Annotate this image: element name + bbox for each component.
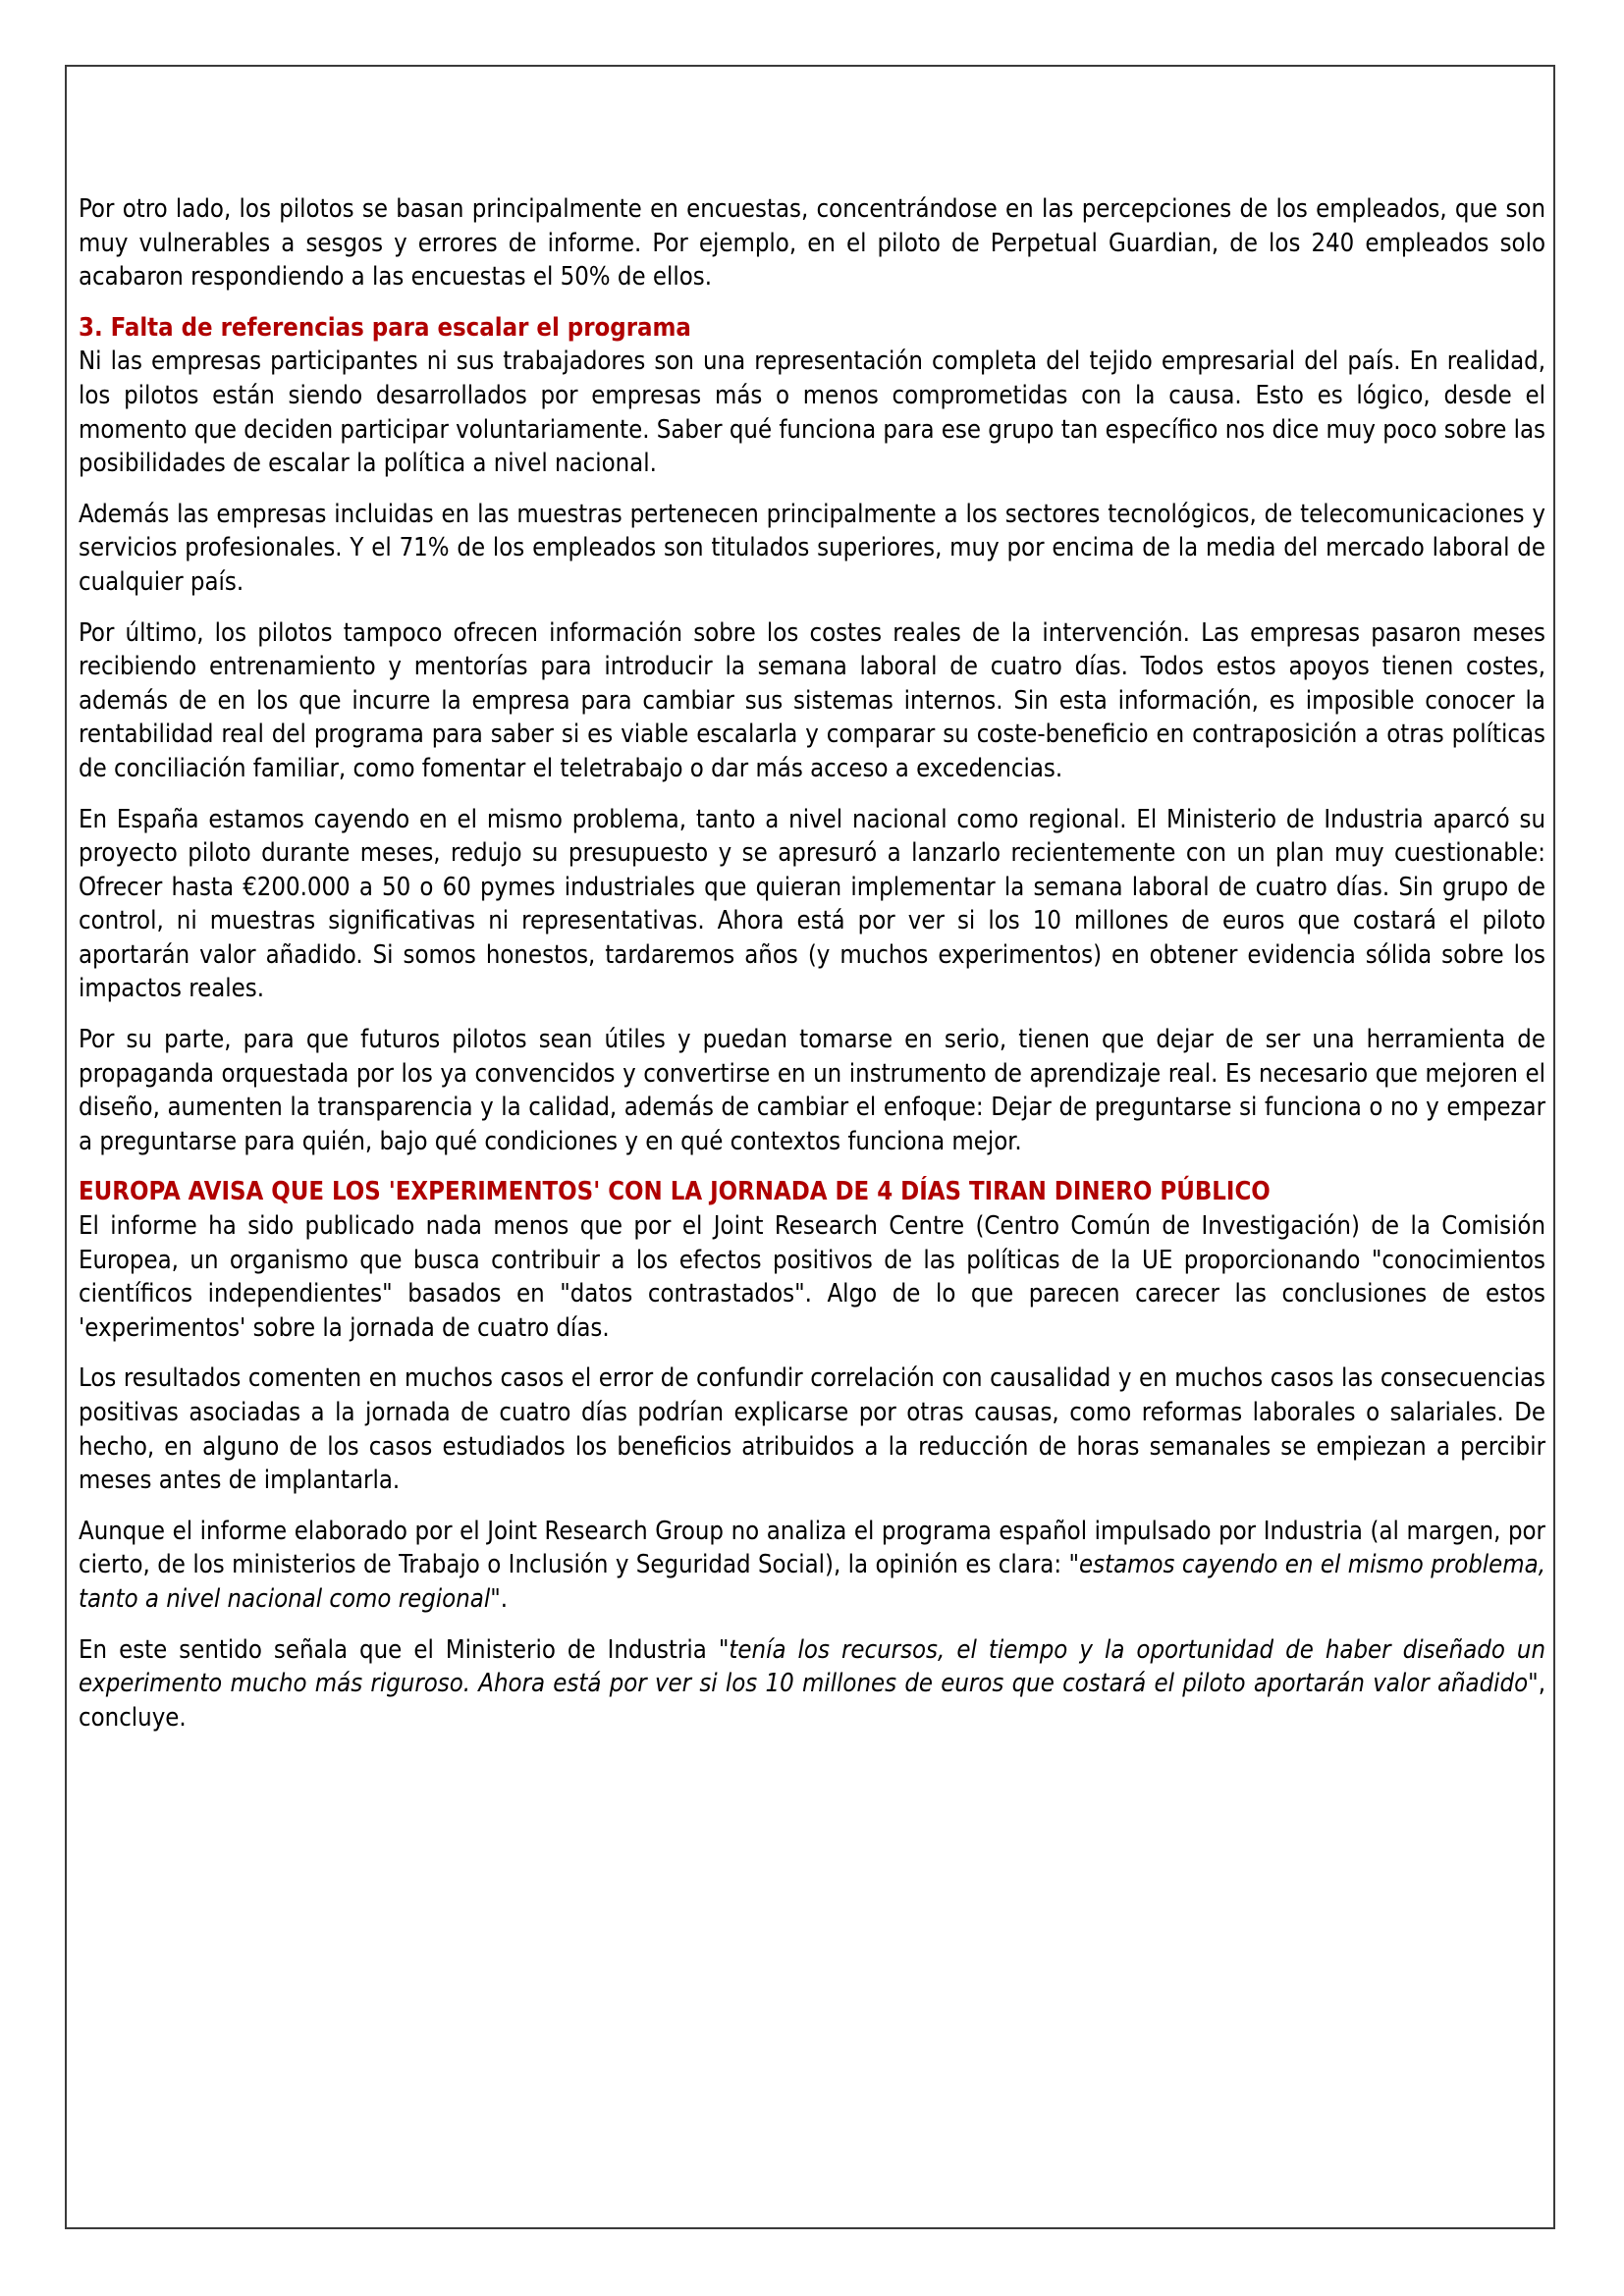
- section-heading: 3. Falta de referencias para escalar el programa: [79, 312, 691, 343]
- paragraph: Por último, los pilotos tampoco ofrecen información sobre los costes reales de la intervención. Las empresas pasaron meses recibiendo entrenamiento y mentorías para introducir la semana laboral de cuatro días. Todos estos apoyos tienen costes, además de en los que incurre la empresa para cambiar sus sistemas internos. Sin esta información, es imposible conocer la rentabilidad real del programa para saber si es viable escalarla y comparar su coste-beneficio en contraposición a otras políticas de conciliación familiar, como fomentar el teletrabajo o dar más acceso a excedencias.: [79, 617, 1545, 783]
- paragraph: El informe ha sido publicado nada menos que por el Joint Research Centre (Centro Común de Investigación) de la Comisión Europea, un organismo que busca contribuir a los efectos positivos de las políticas de la UE proporcionando "conocimientos científicos independientes" basados en "datos contrastados". Algo de lo que parecen carecer las conclusiones de estos 'experimentos' sobre la jornada de cuatro días.: [79, 1211, 1545, 1343]
- paragraph: En España estamos cayendo en el mismo problema, tanto a nivel nacional como regional. El Ministerio de Industria aparcó su proyecto piloto durante meses, redujo su presupuesto y se apresuró a lanzarlo recientemente con un plan muy cuestionable: Ofrecer hasta €200.000 a 50 o 60 pymes industriales que quieran implementar la semana laboral de cuatro días. Sin grupo de control, ni muestras significativas ni representativas. Ahora está por ver si los 10 millones de euros que costará el piloto aportarán valor añadido. Si somos honestos, tardaremos años (y muchos experimentos) en obtener evidencia sólida sobre los impactos reales.: [79, 804, 1545, 1004]
- paragraph-with-quote: [79, 1633, 1545, 1735]
- text: En este sentido señala que el Ministerio de Industria ": [79, 1634, 730, 1665]
- paragraph: Ni las empresas participantes ni sus trabajadores son una representación completa del tejido empresarial del país. En realidad, los pilotos están siendo desarrollados por empresas más o menos comprometidas con la causa. Esto es lógico, desde el momento que deciden participar voluntariamente. Saber qué funciona para ese grupo tan específico nos dice muy poco sobre las posibilidades de escalar la política a nivel nacional.: [79, 347, 1545, 479]
- paragraph-with-quote: [79, 1515, 1545, 1617]
- text: ".: [490, 1583, 509, 1614]
- paragraph: Los resultados comenten en muchos casos el error de confundir correlación con causalidad y en muchos casos las consecuencias positivas asociadas a la jornada de cuatro días podrían explicarse por otras causas, como reformas laborales o salariales. De hecho, en alguno de los casos estudiados los beneficios atribuidos a la reducción de horas semanales se empiezan a percibir meses antes de implantarla.: [79, 1363, 1545, 1496]
- text: ", concluye.: [79, 1669, 1545, 1733]
- text: Aunque el informe elaborado por el Joint Research Group no analiza el programa español impulsado por Industria (al margen, por cierto, de los ministerios de Trabajo o Inclusión y Seguridad Social), la opinión es clara: ": [79, 1516, 1545, 1580]
- article-body: [79, 192, 1545, 1751]
- quote: estamos cayendo en el mismo problema, tanto a nivel nacional como regional: [79, 1550, 1545, 1614]
- quote: tenía los recursos, el tiempo y la oportunidad de haber diseñado un experimento mucho más riguroso. Ahora está por ver si los 10 millones de euros que costará el piloto aportarán valor añadido: [79, 1634, 1545, 1699]
- paragraph: Por su parte, para que futuros pilotos sean útiles y puedan tomarse en serio, tienen que dejar de ser una herramienta de propaganda orquestada por los ya convencidos y convertirse en un instrumento de aprendizaje real. Es necesario que mejoren el diseño, aumenten la transparencia y la calidad, además de cambiar el enfoque: Dejar de preguntarse si funciona o no y empezar a preguntarse para quién, bajo qué condiciones y en qué contextos funciona mejor.: [79, 1025, 1545, 1156]
- section-heading: EUROPA AVISA QUE LOS 'EXPERIMENTOS' CON LA JORNADA DE 4 DÍAS TIRAN DINERO PÚBLICO: [79, 1177, 1271, 1207]
- paragraph: Por otro lado, los pilotos se basan principalmente en encuestas, concentrándose en las percepciones de los empleados, que son muy vulnerables a sesgos y errores de informe. Por ejemplo, en el piloto de Perpetual Guardian, de los 240 empleados solo acabaron respondiendo a las encuestas el 50% de ellos.: [79, 194, 1545, 293]
- paragraph: Además las empresas incluidas en las muestras pertenecen principalmente a los sectores tecnológicos, de telecomunicaciones y servicios profesionales. Y el 71% de los empleados son titulados superiores, muy por encima de la media del mercado laboral de cualquier país.: [79, 499, 1545, 597]
